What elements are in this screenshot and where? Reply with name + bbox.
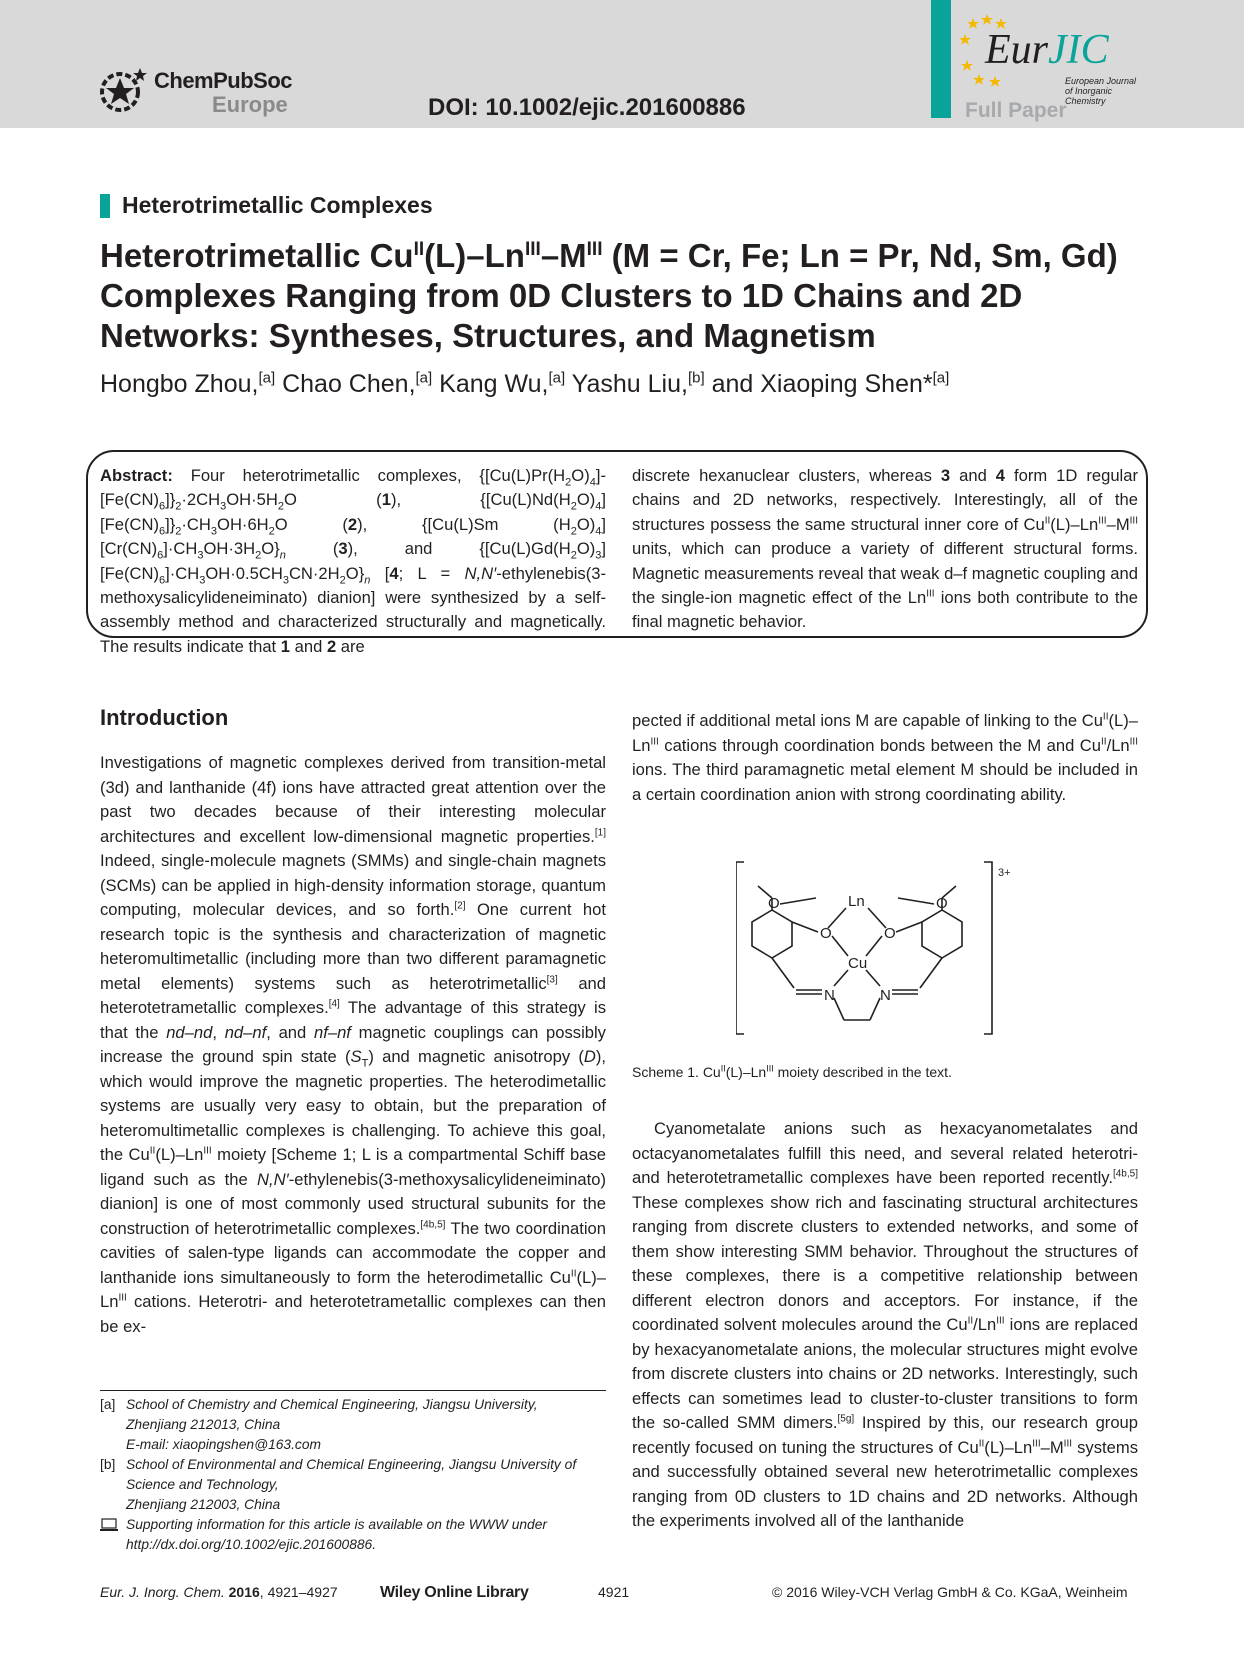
paper-title: Heterotrimetallic $Cu^{II}(L)-Ln^{III}-M^{III}$ (M = Cr, Fe; Ln = Pr, Nd, Sm, Gd) Complexes Ranging from 0D Clusters to 1D Chains and 2D Networks: Syntheses, Structures, and Magnetism [100, 237, 1118, 354]
footer-copyright: © 2016 Wiley-VCH Verlag GmbH & Co. KGaA, Weinheim [772, 1584, 1128, 1600]
intro-column-right-bottom: Cyanometalate anions such as hexacyanometalates and octacyanometalates fulfill this need, and several related heterotri- and heterotetrametallic complexes have been reported recently.[4b,5] These complexes show rich and fascinating structural architectures ranging from discrete clusters to extended networks, and some of them show interesting SMM behavior. Throughout the structures of these complexes, there is a competitive relationship between different electron donors and acceptors. For instance, if the coordinated solvent molecules around the $Cu^{II}/Ln^{III}$ ions are replaced by hexacyanometalate anions, the molecular structures might evolve from discrete clusters into chains or 2D networks. Interestingly, such effects can sometimes lead to cluster-to-cluster transitions to form the so-called SMM dimers.[5g] Inspired by this, our research group recently focused on tuning the structures of $Cu^{II}(L)-Ln^{III}-M^{III}$ systems and successfully obtained several new heterotrimetallic complexes ranging from 0D clusters to 1D chains and 2D networks. Although the experiments involved all of the lanthanide [632, 1119, 1139, 1530]
author: Chao Chen, [275, 370, 416, 398]
chempubsoc-logo [96, 62, 316, 118]
atom-o: O [768, 895, 780, 912]
author-list: Hongbo Zhou,[a] Chao Chen,[a] Kang Wu,[a] Yashu Liu,[b] and Xiaoping Shen*[a] [100, 369, 950, 398]
atom-ln: Ln [848, 893, 865, 910]
intro-column-right-top: pected if additional metal ions M are capable of linking to the $Cu^{II}(L)-Ln^{III}$ cations through coordination bonds between the M and $Cu^{II}/Ln^{III}$ ions. The third paramagnetic metal element M should be included in a certain coordination anion with strong coordinating ability. [632, 711, 1138, 804]
abstract-text-right: discrete hexanuclear clusters, whereas 3 and 4 form 1D regular chains and 2D networks, respectively. Interestingly, all of the structures possess the same structural inner core of $Cu^{II}(L)-Ln^{III}-M^{III}$ units, which can produce a variety of different structural forms. Magnetic measurements reveal that weak d–f magnetic coupling and the single-ion magnetic effect of the $Ln^{III}$ ions both contribute to the final magnetic behavior. [632, 466, 1138, 632]
doi: DOI: 10.1002/ejic.201600886 [428, 94, 746, 121]
journal-subtitle-2: of Inorganic Chemistry [1065, 86, 1113, 106]
supporting-info: Supporting information for this article is available on the WWW under http://dx.doi.org/10.1002/ejic.201600886. [100, 1515, 606, 1555]
atom-cu: Cu [848, 955, 868, 972]
page-number: 4921 [598, 1584, 630, 1600]
atom-o: O [820, 925, 832, 942]
eurjic-logo [951, 0, 1141, 106]
scheme-1-structure [736, 858, 1036, 1048]
supporting-info-link[interactable]: http://dx.doi.org/10.1002/ejic.201600886. [126, 1537, 377, 1552]
affiliation-b: [b] School of Environmental and Chemical Engineering, Jiangsu University of Science and Technology, Zhenjiang 212003, China [100, 1457, 577, 1512]
chempubsoc-star-icon [96, 62, 152, 118]
charge-label: 3+ [998, 867, 1011, 879]
atom-o: O [936, 895, 948, 912]
intro-column-left: Investigations of magnetic complexes derived from transition-metal (3d) and lanthanide (4f) ions have attracted great attention over the past two decades because of their interesting molecular architectures and excellent low-dimensional magnetic properties.[1] Indeed, single-molecule magnets (SMMs) and single-chain magnets (SCMs) can be applied in high-density information storage, quantum computing, molecular devices, and so forth.[2] One current hot research topic is the synthesis and characterization of magnetic heteromultimetallic (including more than two different paramagnetic metal elements) systems such as heterotrimetallic[3] and heterotetrametallic complexes.[4] The advantage of this strategy is that the nd–nd, nd–nf, and nf–nf magnetic couplings can possibly increase the ground spin state $(S_T)$ and magnetic anisotropy (D), which would improve the magnetic properties. The heterodimetallic systems are usually very easy to obtain, but the preparation of heteromultimetallic complexes is challenging. To achieve this goal, the $Cu^{II}(L)-Ln^{III}$ moiety [Scheme 1; L is a compartmental Schiff base ligand such as the N,N′-ethylenebis(3-methoxysalicylideneiminato) dianion] is one of most commonly used structural subunits for the construction of heterotrimetallic complexes.[4b,5] The two coordination cavities of salen-type ligands can accommodate the copper and lanthanide ions simultaneously to form the heterodimetallic $Cu^{II}(L)-Ln^{III}$ cations. Heterotri- and heterotetrametallic complexes can then be ex- [100, 753, 607, 1336]
journal-word-eur: Eur [985, 27, 1048, 73]
section-tag: Heterotrimetallic Complexes [100, 192, 433, 219]
publisher-sub: Europe [212, 92, 288, 117]
affiliation-a: [a] School of Chemistry and Chemical Engineering, Jiangsu University, Zhenjiang 212013, China E-mail: xiaopingshen@163.com [100, 1397, 538, 1452]
section-heading-introduction: Introduction [100, 705, 229, 730]
affiliations [100, 1395, 606, 1555]
author: Kang Wu, [432, 370, 549, 398]
publisher-name: ChemPubSoc [154, 68, 293, 93]
footer-journal-citation: Eur. J. Inorg. Chem. 2016, 4921–4927 [100, 1584, 338, 1600]
author: Yashu Liu, [565, 370, 688, 398]
journal-logo-word [985, 26, 1109, 74]
paper-type: Full Paper [965, 99, 1067, 122]
journal-word-jic: JIC [1048, 27, 1109, 73]
scheme-caption: Scheme 1. $Cu^{II}(L)-Ln^{III}$ moiety described in the text. [632, 1063, 952, 1080]
atom-n: N [824, 987, 835, 1004]
author: Hongbo Zhou, [100, 370, 259, 398]
atom-o: O [884, 925, 896, 942]
footer-wiley-online-library[interactable]: Wiley Online Library [380, 1584, 529, 1601]
author: and Xiaoping Shen* [704, 370, 933, 398]
atom-n: N [880, 987, 891, 1004]
journal-subtitle-1: European Journal [1065, 76, 1137, 86]
computer-icon [100, 1518, 118, 1532]
abstract-text-left: Abstract: Four heterotrimetallic complexes, $\{[Cu(L)Pr(H_2O)_4]-[Fe(CN)_6]\}_2\cdot 2CH_3OH\cdot 5H_2O$ (1), $\{[Cu(L)Nd(H_2O)_4][Fe(CN)_6]\}_2\cdot CH_3OH\cdot 6H_2O$ (2), {[Cu(L)Sm $(H_2O)_4][Cr(CN)_6]\cdot CH_3OH\cdot 3H_2O\}_n$ (3), and $\{[Cu(L)Gd(H_2O)_3][Fe(CN)_6]\cdot CH_3OH\cdot 0.5CH_3CN\cdot 2H_2O\}_n$ [4; L = N,N′-ethylenebis(3-methoxysalicylideneiminato) dianion] were synthesized by a self-assembly method and characterized structurally and magnetically. The results indicate that 1 and 2 are [100, 466, 607, 656]
accent-bar [931, 0, 951, 118]
footnote-rule [100, 1390, 606, 1391]
